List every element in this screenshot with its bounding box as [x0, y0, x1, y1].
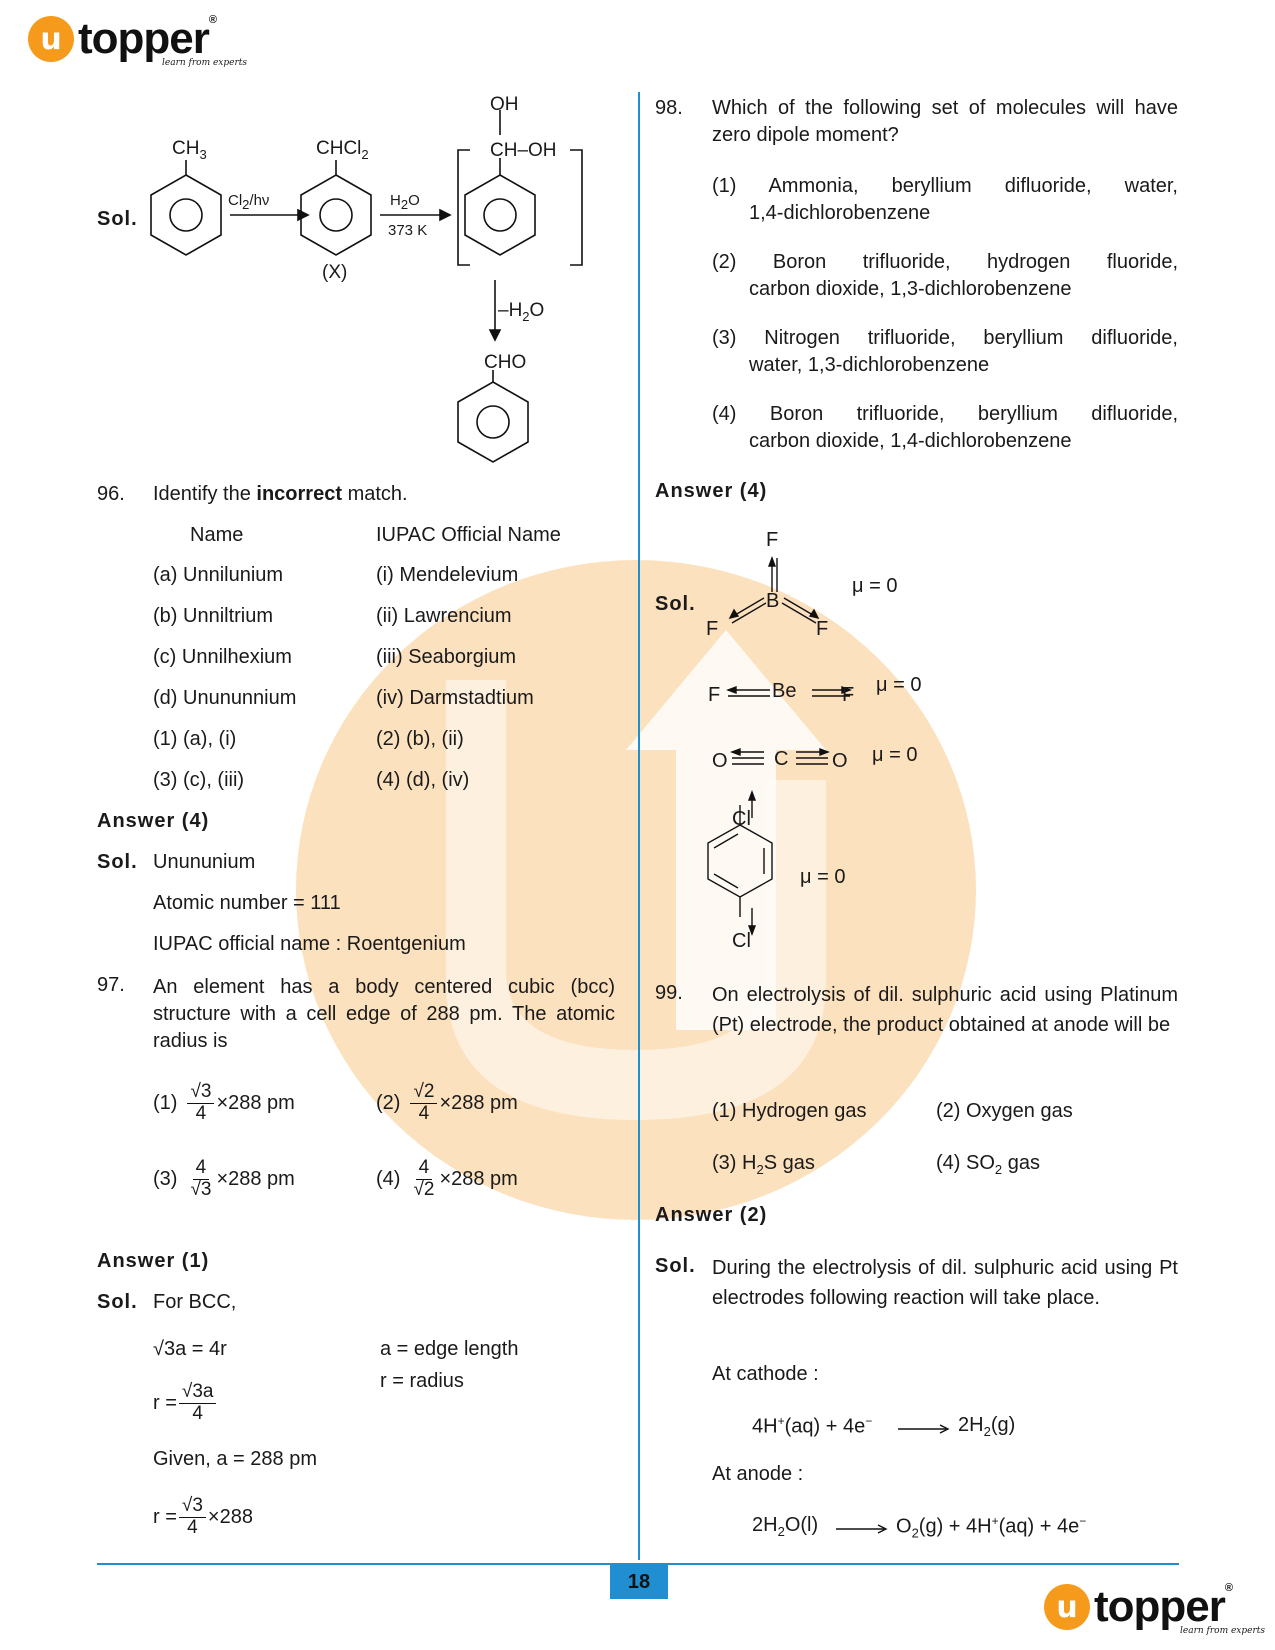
- co2-mu: μ = 0: [872, 744, 918, 766]
- q99-anode-label: At anode :: [712, 1463, 804, 1485]
- q96-col-iupac: IUPAC Official Name: [376, 524, 561, 546]
- q96-sol-label: Sol.: [97, 851, 138, 873]
- q95-sol-label: Sol.: [97, 208, 138, 230]
- bef2-mu: μ = 0: [876, 674, 922, 696]
- bef2-be: Be: [772, 680, 797, 702]
- co2-c: C: [774, 748, 789, 770]
- minus-h2o-label: –H: [498, 300, 523, 321]
- q97-def-a: a = edge length: [380, 1338, 519, 1360]
- q96-row-right: (iii) Seaborgium: [376, 646, 517, 668]
- q99-cathode-label: At cathode :: [712, 1363, 819, 1385]
- q98-sol-label: Sol.: [655, 593, 696, 615]
- reagent-cl2-hv: Cl: [228, 192, 243, 209]
- q99-cathode-reaction: 4H+(aq) + 4e−: [752, 1414, 873, 1438]
- q99-sol-text: During the electrolysis of dil. sulphuric acid using Pt electrodes following reaction will take place.: [712, 1257, 1178, 1309]
- q96-option: (3) (c), (iii): [153, 769, 245, 791]
- footer-logo-tagline: learn from experts: [1180, 1626, 1266, 1636]
- q99-anode-product: $O_2(g) + 4H^+(aq) + 4e^-$: [896, 1514, 1087, 1541]
- bf3-f-top: F: [766, 529, 779, 551]
- logo-text: topper: [78, 14, 209, 63]
- q96-row-right: (iv) Darmstadtium: [376, 687, 534, 709]
- logo-tagline: learn from experts: [162, 58, 248, 68]
- q98-answer: Answer (4): [655, 480, 768, 502]
- footer-logo-text: topper: [1094, 1582, 1225, 1631]
- q99-cathode-product: $2H_2(g)$: [958, 1414, 1016, 1439]
- dcb-mu: μ = 0: [800, 866, 846, 888]
- q99-anode-reactant: $2H_2O(l)$: [752, 1514, 819, 1539]
- dcb-cl-top: Cl: [732, 808, 751, 830]
- q97-eq3: r = $\frac{√3}{4}$ ×288: [153, 1495, 253, 1538]
- co2-o1: O: [712, 750, 728, 772]
- benzaldehyde-ring: [458, 370, 528, 462]
- q96-number: 96.: [97, 483, 125, 505]
- toluene-ring: [151, 160, 221, 255]
- q96-row-right: (ii) Lawrencium: [376, 605, 512, 627]
- q96-option: (2) (b), (ii): [376, 728, 464, 750]
- ch3-label: CH: [172, 138, 200, 159]
- page-number: 18: [610, 1565, 668, 1599]
- brand-logo: [28, 14, 216, 64]
- q99-question: On electrolysis of dil. sulphuric acid using Platinum (Pt) electrode, the product obtained at anode will be: [712, 984, 1178, 1036]
- q98-option-1: (1) Ammonia, beryllium difluoride, water, 1,4-dichlorobenzene: [712, 175, 1178, 224]
- column-divider: [638, 92, 640, 1560]
- q97-sol-label: Sol.: [97, 1291, 138, 1313]
- q96-option: (1) (a), (i): [153, 728, 237, 750]
- q99-answer: Answer (2): [655, 1204, 768, 1226]
- q98-question: Which of the following set of molecules will have zero dipole moment?: [712, 97, 1178, 146]
- cathode-reaction-arrow-icon: [896, 1422, 952, 1436]
- q96-sol-line3: IUPAC official name : Roentgenium: [153, 933, 466, 955]
- q96-answer: Answer (4): [97, 810, 210, 832]
- q99-number: 99.: [655, 982, 683, 1004]
- reagent-h2o: H: [390, 192, 401, 209]
- q98-number: 98.: [655, 97, 683, 119]
- q97-number: 97.: [97, 974, 125, 996]
- dcb-cl-bottom: Cl: [732, 930, 751, 952]
- gem-diol-ring: [465, 110, 535, 255]
- choh-label: CH–OH: [490, 140, 557, 161]
- q97-eq2: r = $\frac{√3a}{4}$: [153, 1382, 218, 1425]
- q99-option-2: (2) Oxygen gas: [936, 1100, 1073, 1122]
- co2-o2: O: [832, 750, 848, 772]
- bf3-mu: μ = 0: [852, 575, 898, 597]
- q97-answer: Answer (1): [97, 1250, 210, 1272]
- benzal-chloride-ring: [301, 160, 371, 255]
- q97-def-r: r = radius: [380, 1370, 464, 1392]
- q97-option-4: (4) $\frac{4}{√2}$ ×288 pm: [376, 1157, 518, 1200]
- q97-given: Given, a = 288 pm: [153, 1448, 317, 1470]
- bf3-f-left: F: [706, 618, 719, 640]
- q98-option-3: (3) Nitrogen trifluoride, beryllium difluoride, water, 1,3-dichlorobenzene: [712, 327, 1178, 376]
- bf3-b: B: [766, 590, 780, 612]
- q97-option-2: (2) $\frac{√2}{4}$ ×288 pm: [376, 1081, 518, 1124]
- q97-option-1: (1) $\frac{√3}{4}$ ×288 pm: [153, 1081, 295, 1124]
- q96-row-left: (a) Unnilunium: [153, 564, 284, 586]
- reagent-373k: 373 K: [388, 222, 428, 239]
- registered-mark: ®: [208, 14, 216, 26]
- q98-option-2: (2) Boron trifluoride, hydrogen fluoride, carbon dioxide, 1,3-dichlorobenzene: [712, 251, 1178, 300]
- q97-sol-for: For BCC,: [153, 1291, 237, 1313]
- bf3-f-right: F: [816, 618, 829, 640]
- footer-logo-u-icon: u: [1044, 1584, 1090, 1630]
- footer-brand-logo: u topper®: [1044, 1582, 1232, 1632]
- q99-sol-label: Sol.: [655, 1255, 696, 1277]
- anode-reaction-arrow-icon: [834, 1522, 890, 1536]
- chcl2-label: CHCl: [316, 138, 362, 159]
- q96-row-left: (c) Unnilhexium: [153, 646, 292, 668]
- q97-option-3: (3) $\frac{4}{√3}$ ×288 pm: [153, 1157, 295, 1200]
- q98-dipole-diagrams: [700, 530, 960, 960]
- logo-u-icon: u: [28, 16, 74, 62]
- q98-option-4: (4) Boron trifluoride, beryllium difluoride, carbon dioxide, 1,4-dichlorobenzene: [712, 403, 1178, 452]
- q99-option-4: (4) $SO_2$ gas: [936, 1152, 1040, 1177]
- q96-col-name: Name: [190, 524, 244, 546]
- bef2-f1: F: [708, 684, 721, 706]
- cho-label: CHO: [484, 352, 527, 373]
- q96-row-right: (i) Mendelevium: [376, 564, 519, 586]
- intermediate-brackets: [458, 150, 582, 265]
- q97-eq1: √3a = 4r: [153, 1338, 227, 1360]
- q96-sol-line1: Unununium: [153, 851, 256, 873]
- q96-row-left: (d) Unununnium: [153, 687, 297, 709]
- q97-question: An element has a body centered cubic (bcc) structure with a cell edge of 288 pm. The atomic radius is: [153, 976, 615, 1052]
- q99-option-1: (1) Hydrogen gas: [712, 1100, 867, 1122]
- q99-option-3: (3) $H_2S$ gas: [712, 1152, 815, 1177]
- bef2-f2: F: [842, 684, 855, 706]
- q96-row-left: (b) Unniltrium: [153, 605, 274, 627]
- q96-option: (4) (d), (iv): [376, 769, 470, 791]
- oh-label: OH: [490, 94, 519, 115]
- q96-question: Identify the incorrect match.: [153, 483, 408, 505]
- q96-sol-line2: Atomic number = 111: [153, 892, 341, 914]
- x-label: (X): [322, 262, 348, 283]
